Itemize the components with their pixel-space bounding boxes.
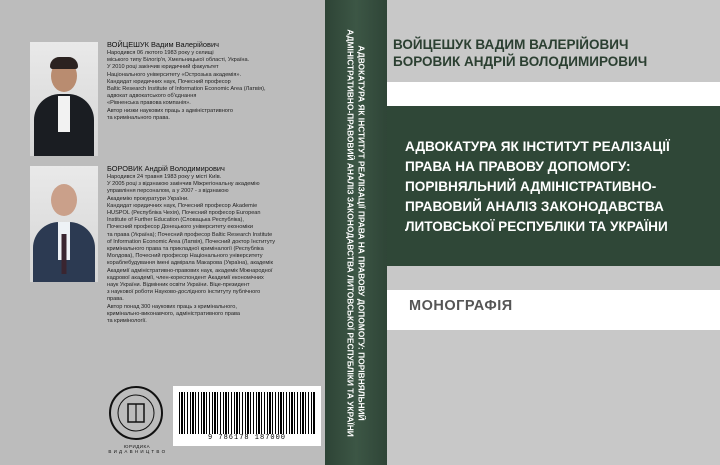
barcode-bars <box>179 392 315 434</box>
author2-photo <box>30 166 98 282</box>
bio-line: Автор низки наукових праць з адміністративного <box>107 107 233 114</box>
bio-line: «Рівненська правова компанія». <box>107 100 191 107</box>
publisher-and-barcode <box>107 384 327 454</box>
author1-photo <box>30 42 98 156</box>
spine-title <box>346 3 367 463</box>
author2-figure <box>30 166 98 282</box>
back-cover <box>0 0 325 465</box>
title-line: ПОРІВНЯЛЬНИЙ АДМІНІСТРАТИВНО- <box>405 179 657 194</box>
bio-line: кримінального права та прикладної криміналогії (Республіка <box>107 246 264 253</box>
bio-line: міського типу Білогір'я, Хмельницької області, Україна. <box>107 57 250 64</box>
bio-line: Академії адміністративно-правових наук, академік Міжнародної <box>107 267 273 274</box>
bio-line: кораблебудування імені адмірала Макарова (Україна), академік <box>107 260 273 267</box>
bio-line: з наукової роботи Науково-дослідного інституту публічного <box>107 289 261 296</box>
publisher-logo-icon <box>107 384 165 442</box>
bio-line: кадрової академії, член-кореспондент Академії економічних <box>107 274 264 281</box>
title-line: АДВОКАТУРА ЯК ІНСТИТУТ РЕАЛІЗАЦІЇ <box>405 139 670 154</box>
bio-line: Молдова), Почесний професор Національного університету <box>107 253 263 260</box>
bio-line: та кримінології. <box>107 318 147 325</box>
bio-line: of Information Economic Area (Латвія), Почесний доктор Інституту <box>107 238 276 245</box>
spine-line: АДМІНІСТРАТИВНО-ПРАВОВИЙ АНАЛІЗ ЗАКОНОДАВСТВА ЛИТОВСЬКОЇ РЕСПУБЛІКИ ТА УКРАЇНИ <box>346 28 356 437</box>
bio-line: HUSPOL (Республіка Чехія), Почесний професор European <box>107 210 261 217</box>
genre-label: МОНОГРАФІЯ <box>409 298 513 314</box>
front-authors <box>393 36 713 70</box>
author1-figure <box>30 42 98 156</box>
author-name: ВОЙЦЕШУК ВАДИМ ВАЛЕРІЙОВИЧ <box>393 37 629 52</box>
spine-line: АДВОКАТУРА ЯК ІНСТИТУТ РЕАЛІЗАЦІЇ ПРАВА НА ПРАВОВУ ДОПОМОГУ: ПОРІВНЯЛЬНИЙ <box>356 44 367 421</box>
bio-line: У 2005 році з відзнакою закінчив Міжрегіональну академію <box>107 181 260 188</box>
bio-line: кримінально-виконавчого, адміністративного права <box>107 310 240 317</box>
spine <box>325 0 387 465</box>
publisher-caption <box>107 444 167 454</box>
bio-line: Кандидат юридичних наук, Почесний професор Akademie <box>107 202 258 209</box>
bio-line: Baltic Research Institute of Information Economic Area (Латвія), <box>107 86 266 93</box>
bio-line: Народився 06 лютого 1983 року у селищі <box>107 50 214 56</box>
bio-line: та кримінального права. <box>107 114 170 121</box>
author1-name: ВОЙЦЕШУК Вадим Валерійович <box>107 40 219 49</box>
author-name: БОРОВИК АНДРІЙ ВОЛОДИМИРОВИЧ <box>393 54 648 69</box>
bio-line: Народився 24 травня 1983 року у місті Київ. <box>107 174 222 180</box>
bio-line: Institute of Further Education (Словацька Республіка), <box>107 217 244 224</box>
title-line: ПРАВА НА ПРАВОВУ ДОПОМОГУ: <box>405 159 631 174</box>
author2-bio <box>107 164 315 325</box>
isbn-number: 9 786178 187000 <box>207 434 286 442</box>
book-title <box>405 137 709 237</box>
bio-line: У 2010 році закінчив юридичний факультет <box>107 64 219 71</box>
author2-name: БОРОВИК Андрій Володимирович <box>107 164 225 173</box>
bio-line: Автор понад 300 наукових праць з кримінального, <box>107 303 237 310</box>
front-cover <box>387 0 720 465</box>
bio-line: права. <box>107 296 124 303</box>
white-stripe <box>387 82 720 106</box>
isbn-barcode <box>173 386 321 446</box>
bio-line: адвокат адвокатського об'єднання <box>107 93 197 100</box>
bio-line: та права (Україна); Почесний професор Baltic Research Institute <box>107 231 273 238</box>
publisher-subname: В И Д А В Н И Ц Т В О <box>108 449 166 454</box>
bio-line: наук України. Відмінник освіти України. Віце-президент <box>107 282 250 289</box>
bio-line: Почесний професор Донецького університету економіки <box>107 224 253 231</box>
bio-line: Кандидат юридичних наук, Почесний професор <box>107 78 231 85</box>
title-line: ПРАВОВИЙ АНАЛІЗ ЗАКОНОДАВСТВА <box>405 199 664 214</box>
bio-line: управління персоналом, а у 2007 - з відзнакою <box>107 188 229 195</box>
author1-bio <box>107 40 315 122</box>
publisher-name: ЮРИДИКА <box>123 444 151 449</box>
bio-line: Академію прокуратури України. <box>107 195 189 202</box>
title-line: ЛИТОВСЬКОЇ РЕСПУБЛІКИ ТА УКРАЇНИ <box>405 219 668 234</box>
bio-line: Національного університету «Острозька академія». <box>107 71 242 78</box>
